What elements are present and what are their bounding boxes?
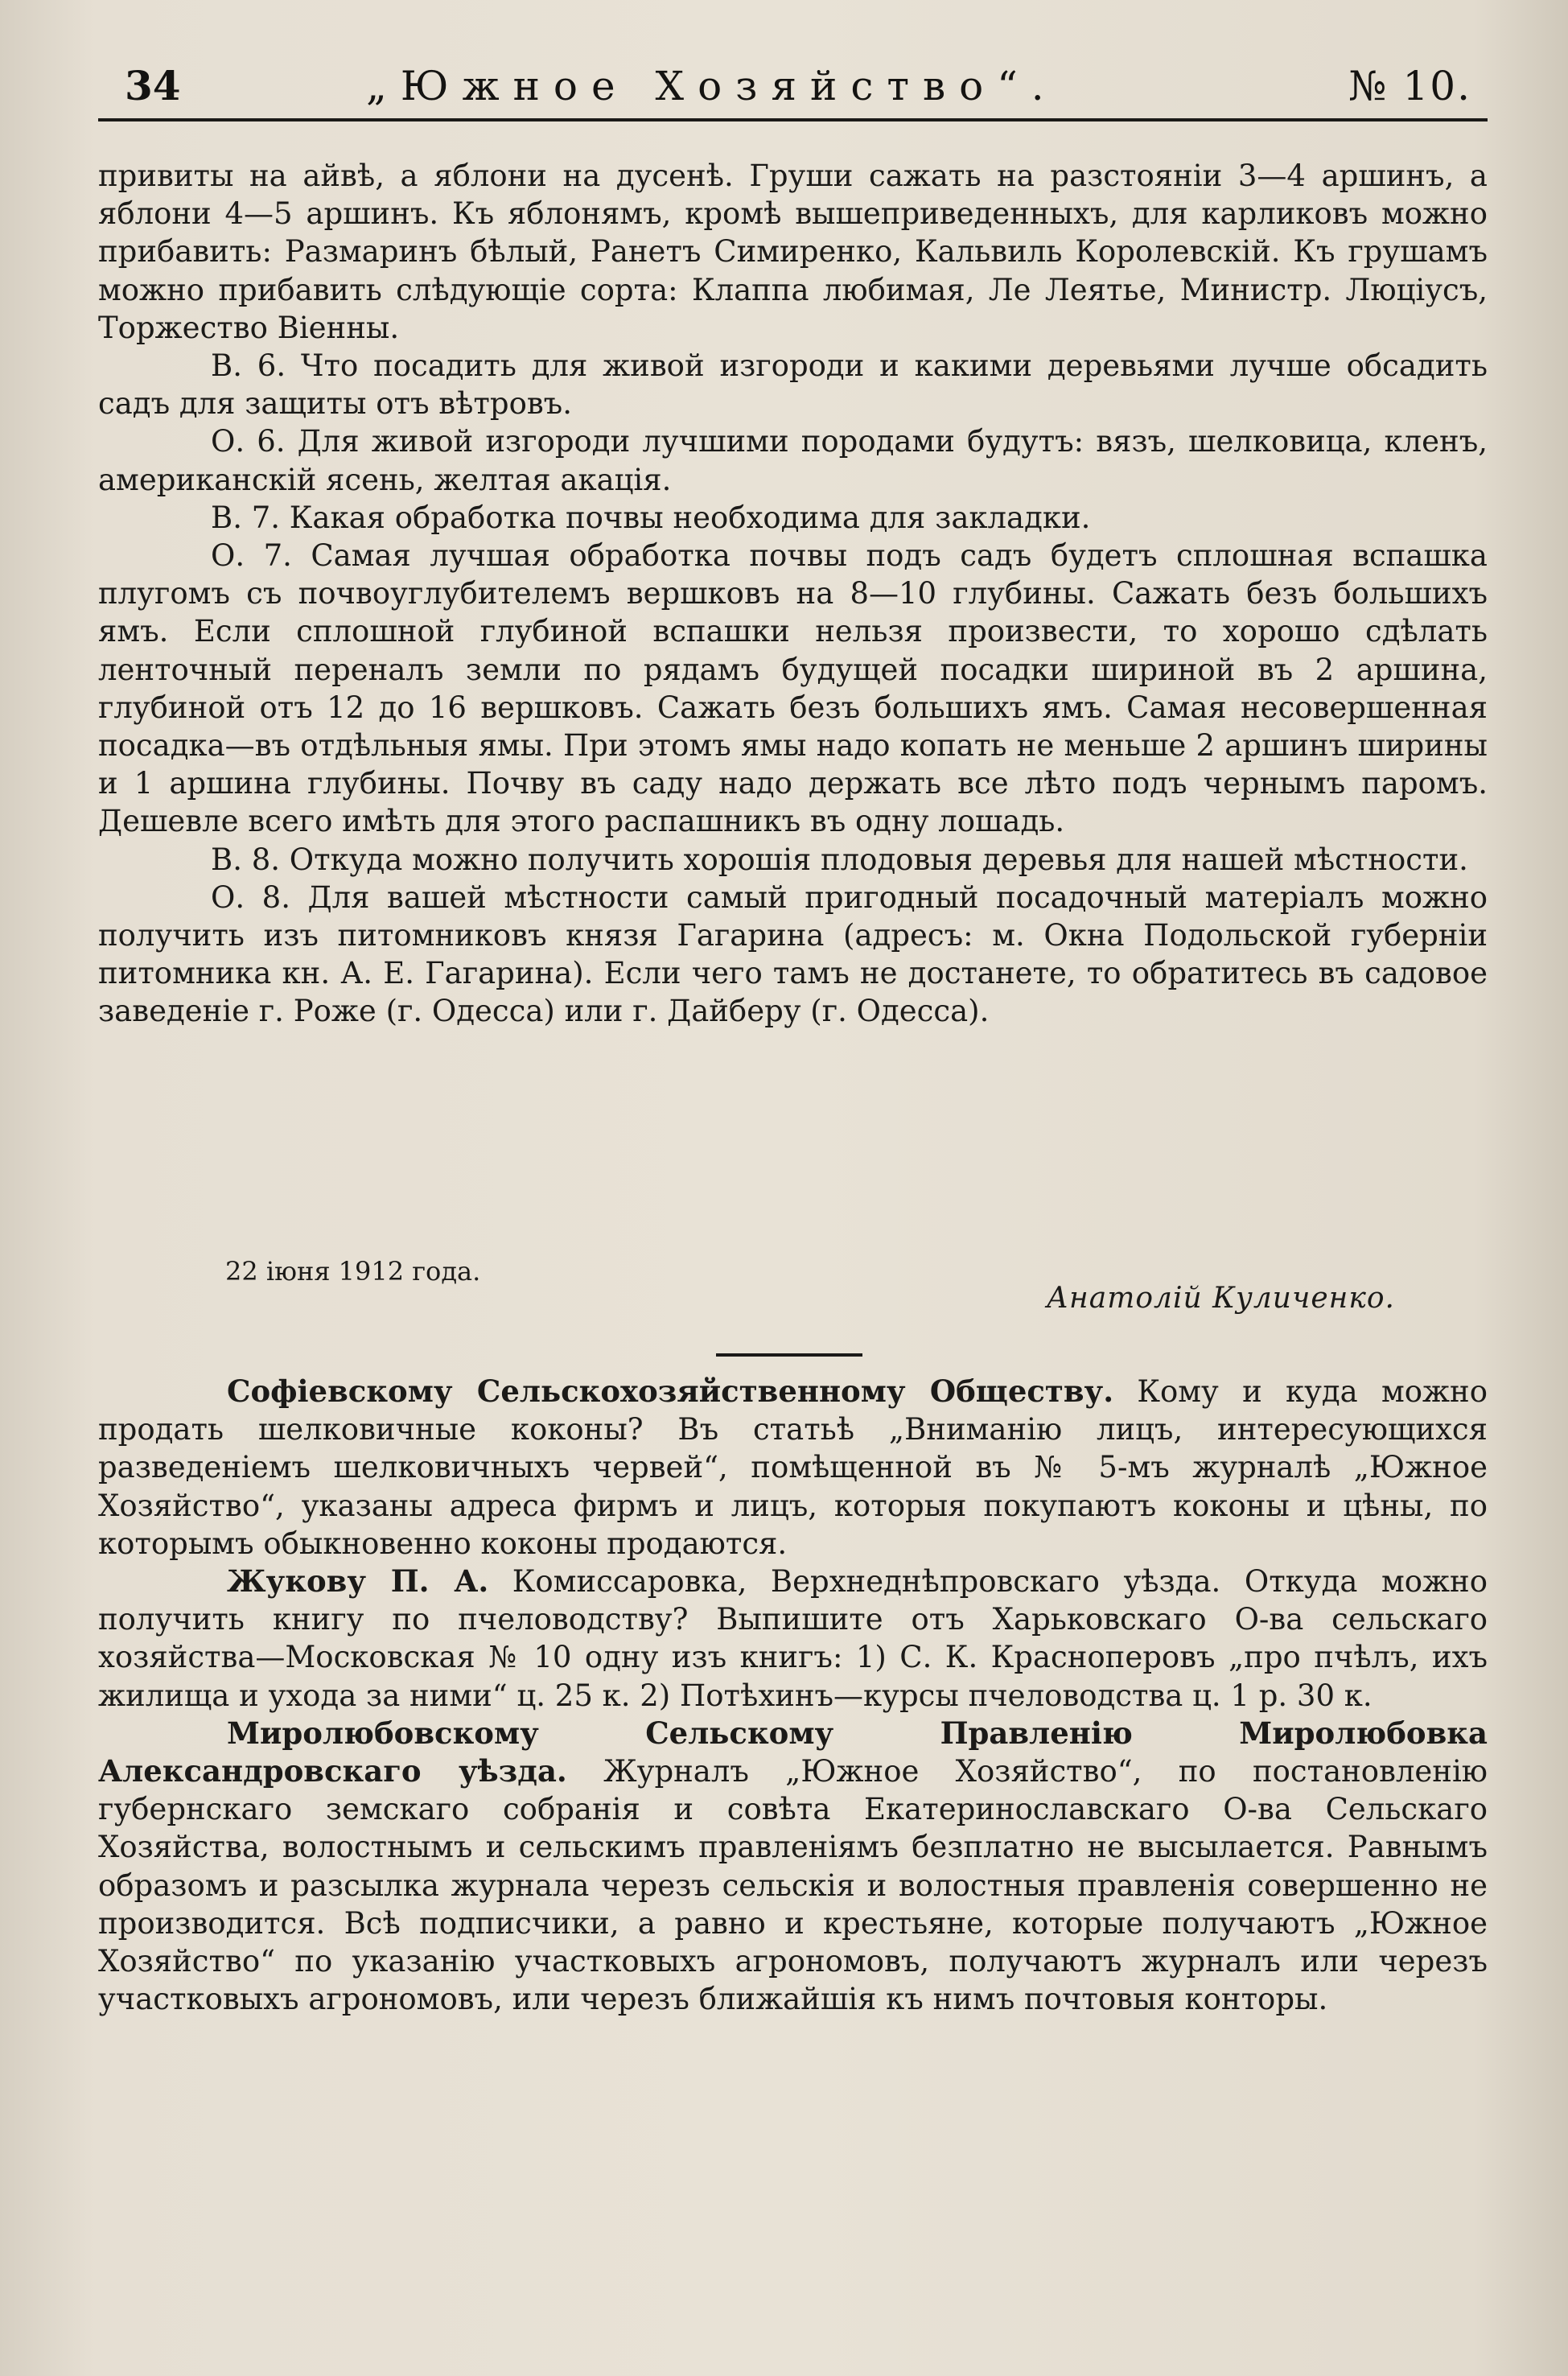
issue-number: № 10. bbox=[1348, 63, 1471, 109]
reply-text: Журналъ „Южное Хозяйство“, по постановленію губернскаго земскаго собранія и совѣта Екатеринославскаго О-ва Сельскаго Хозяйства, волостнымъ и сельскимъ правленіямъ безплатно не высылается. Равнымъ образомъ и разсылка журнала черезъ сельскія и волостныя правленія совершенно не производится. Всѣ подписчики, а равно и крестьяне, которые получаютъ „Южное Хозяйство“ по указанію участковыхъ агрономовъ, получаютъ журналъ или черезъ участковыхъ агрономовъ, или черезъ ближайшія къ нимъ почтовыя конторы. bbox=[98, 1754, 1488, 2017]
question-6: В. 6. Что посадить для живой изгороди и какими деревьями лучше обсадить садъ для защиты отъ вѣтровъ. bbox=[98, 348, 1488, 422]
question-7: В. 7. Какая обработка почвы необходима для закладки. bbox=[211, 500, 1091, 535]
reply-paragraph bbox=[98, 1373, 1488, 1563]
qa-section bbox=[98, 157, 1488, 1031]
running-header bbox=[125, 58, 1488, 114]
reply-text: Кому и куда можно продать шелковичные коконы? Въ статьѣ „Вниманію лицъ, интересующихся разведеніемъ шелковичныхъ червей“, помѣщенной въ № 5-мъ журналѣ „Южное Хозяйство“, указаны адреса фирмъ и лицъ, которыя покупаютъ коконы и цѣны, по которымъ обыкновенно коконы продаются. bbox=[98, 1374, 1488, 1561]
header-rule bbox=[98, 118, 1488, 121]
answer-8: О. 8. Для вашей мѣстности самый пригодный посадочный матеріалъ можно получить изъ питомниковъ князя Гагарина (адресъ: м. Окна Подольской губерніи питомника кн. А. Е. Гагарина). Если чего тамъ не достанете, то обратитесь въ садовое заведеніе г. Роже (г. Одесса) или г. Дайберу (г. Одесса). bbox=[98, 879, 1488, 1029]
reply-addressee: Миролюбовскому Сельскому Правленію Миролюбовка Александровскаго уѣзда. bbox=[98, 1715, 1488, 1789]
page-number: 34 bbox=[125, 62, 181, 109]
section-divider bbox=[716, 1353, 862, 1357]
journal-title: „Южное Хозяйство“. bbox=[366, 63, 1058, 109]
continuation-paragraph: привиты на айвѣ, а яблони на дусенѣ. Груши сажать на разстояніи 3—4 аршинъ, а яблони 4—5 аршинъ. Къ яблонямъ, кромѣ вышеприведенныхъ, для карликовъ можно прибавить: Размаринъ бѣлый, Ранетъ Симиренко, Кальвиль Королевскій. Къ грушамъ можно прибавить слѣдующіе сорта: Клаппа любимая, Ле Леятье, Министр. Люціусъ, Торжество Віенны. bbox=[98, 159, 1488, 345]
answer-7: О. 7. Самая лучшая обработка почвы подъ садъ будетъ сплошная вспашка плугомъ съ почвоуглубителемъ вершковъ на 8—10 глубины. Сажать безъ большихъ ямъ. Если сплошной глубиной вспашки нельзя произвести, то хорошо сдѣлать ленточный переналъ земли по рядамъ будущей посадки шириной въ 2 аршина, глубиной отъ 12 до 16 вершковъ. Сажать безъ большихъ ямъ. Самая несовершенная посадка—въ отдѣльныя ямы. При этомъ ямы надо копать не меньше 2 аршинъ ширины и 1 аршина глубины. Почву въ саду надо держать все лѣто подъ чернымъ паромъ. Дешевле всего имѣть для этого распашникъ въ одну лошадь. bbox=[98, 538, 1488, 839]
reply-paragraph bbox=[98, 1563, 1488, 1715]
reply-addressee: Жукову П. А. bbox=[227, 1563, 489, 1600]
editorial-replies bbox=[98, 1373, 1488, 2018]
reply-paragraph bbox=[98, 1715, 1488, 2019]
author-signature: Анатолій Куличенко. bbox=[1046, 1282, 1395, 1315]
dateline: 22 іюня 1912 года. bbox=[225, 1256, 481, 1287]
answer-6: О. 6. Для живой изгороди лучшими породами будутъ: вязъ, шелковица, кленъ, американскій ясень, желтая акація. bbox=[98, 424, 1488, 497]
reply-text: Комиссаровка, Верхнеднѣпровскаго уѣзда. Откуда можно получить книгу по пчеловодству? Выпишите отъ Харьковскаго О-ва сельскаго хозяйства—Московская № 10 одну изъ книгъ: 1) С. К. Красноперовъ „про пчѣлъ, ихъ жилища и ухода за ними“ ц. 25 к. 2) Потѣхинъ—курсы пчеловодства ц. 1 р. 30 к. bbox=[98, 1564, 1488, 1713]
question-8: В. 8. Откуда можно получить хорошія плодовыя деревья для нашей мѣстности. bbox=[211, 842, 1468, 877]
reply-addressee: Софіевскому Сельскохозяйственному Обществу. bbox=[227, 1373, 1114, 1409]
